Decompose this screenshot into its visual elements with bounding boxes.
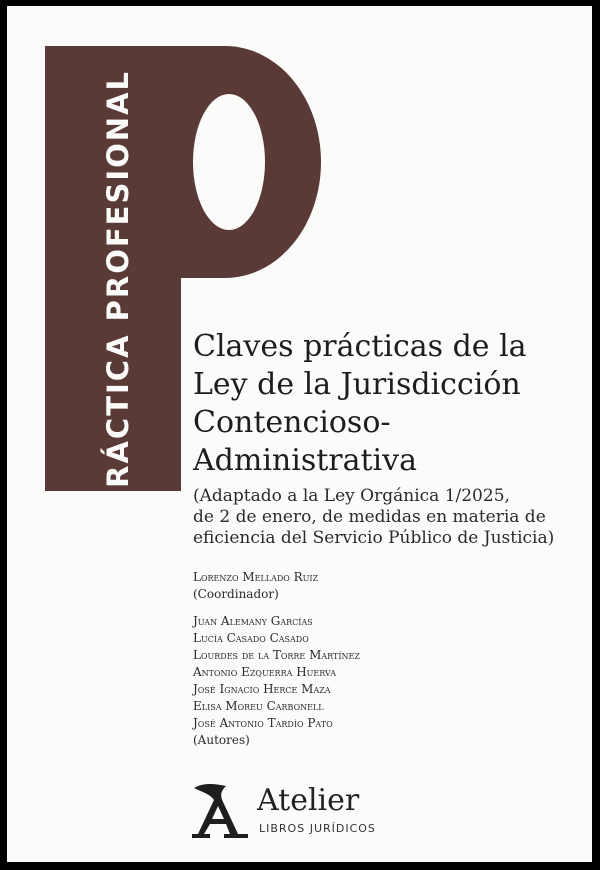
authors-block (193, 613, 573, 749)
publisher-name: Atelier (257, 783, 360, 818)
title-line: Administrativa (193, 443, 417, 478)
title-line: Contencioso- (193, 405, 391, 440)
subtitle-line: (Adaptado a la Ley Orgánica 1/2025, (193, 486, 510, 506)
book-title (193, 328, 583, 480)
author-name: José Antonio Tardío Pato (193, 716, 333, 730)
author-name: Antonio Ezquerra Huerva (193, 665, 336, 679)
author-name: Lucía Casado Casado (193, 631, 309, 645)
author-name: Elisa Moreu Carbonell (193, 699, 324, 713)
subtitle-line: de 2 de enero, de medidas en materia de (193, 507, 546, 527)
publisher-subtitle: LIBROS JURÍDICOS (259, 822, 376, 835)
authors-role: (Autores) (193, 733, 250, 747)
coordinator-name: Lorenzo Mellado Ruiz (193, 570, 319, 584)
atelier-a-logo-icon (190, 782, 250, 840)
coordinator-role: (Coordinador) (193, 587, 279, 601)
author-name: Lourdes de la Torre Martínez (193, 648, 360, 662)
title-line: Claves prácticas de la (193, 329, 527, 364)
subtitle-line: eficiencia del Servicio Público de Justicia) (193, 528, 555, 548)
title-line: Ley de la Jurisdicción (193, 367, 521, 402)
author-name: Juan Alemany Garcías (193, 614, 313, 628)
author-name: José Ignacio Herce Maza (193, 682, 331, 696)
coordinator-block (193, 569, 573, 603)
book-subtitle (193, 486, 583, 549)
book-cover: PRÁCTICA PROFESIONAL Claves prácticas de la Ley de la Jurisdicción Contencioso- Administrativa (Adaptado a la Ley Orgánica 1/2025, de 2 de enero, de medidas en materia de eficiencia del Servicio Público de Justicia) Lorenzo Mellado Ruiz (Coordinador) Juan Alemany Garcías Lucía Casado Casado Lourdes de la Torre Martínez Antonio Ezquerra Huerva José Ignacio Herce Maza Elisa Moreu Carbonell José Antonio Tardío Pato (Autores) Atelier LIBROS JURÍDICOS (7, 6, 592, 862)
